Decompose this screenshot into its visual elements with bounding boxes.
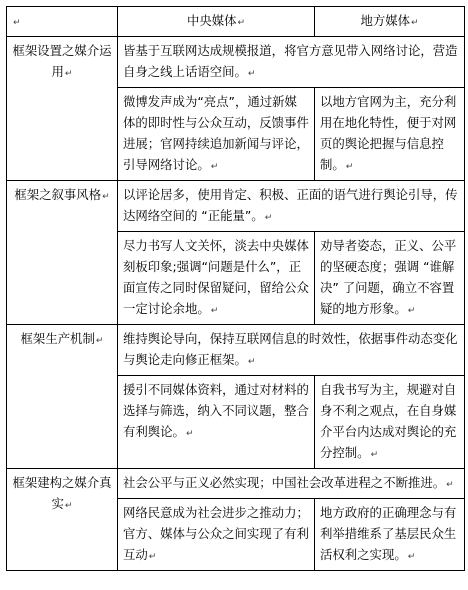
shared-cell: 维持舆论导向，保持互联网信息的时效性，依据事件动态变化与舆论走向修正框架。↵	[118, 325, 465, 376]
paragraph-mark: ↵	[370, 450, 379, 460]
table-row	[7, 37, 465, 88]
paragraph-mark: ↵	[64, 501, 73, 511]
shared-cell: 社会公平与正义必然实现；中国社会改革进程之不断推进。↵	[118, 469, 465, 499]
paragraph-mark: ↵	[247, 357, 256, 367]
paragraph-mark: ↵	[210, 306, 219, 316]
header-local-media: 地方媒体↵	[315, 7, 465, 37]
paragraph-mark: ↵	[148, 552, 157, 562]
local-media-cell: 自我书写为主，规避对自身不利之观点，在自身媒介平台内达成对舆论的充分控制。↵	[315, 376, 465, 469]
paragraph-mark: ↵	[64, 69, 73, 79]
shared-cell: 以评论居多，使用肯定、积极、正面的语气进行舆论引导，传达网络空间的 “正能量”。↵	[118, 181, 465, 232]
central-media-cell: 尽力书写人文关怀，淡去中央媒体刻板印象;强调“问题是什么”，正面宣传之同时保留疑问，留给公众一定讨论余地。↵	[118, 232, 315, 325]
paragraph-mark: ↵	[95, 336, 104, 346]
row-label: 框架之叙事风格↵	[7, 181, 118, 325]
paragraph-mark: ↵	[407, 306, 416, 316]
paragraph-mark: ↵	[237, 18, 246, 28]
local-media-cell: 劝导者姿态，正义、公平的坚硬态度；强调 “谁解决” 了问题，确立不容置疑的地方形象。↵	[315, 232, 465, 325]
header-corner-cell	[7, 7, 118, 37]
paragraph-mark: ↵	[185, 429, 194, 439]
central-media-cell: 援引不同媒体资料，通过对材料的选择与筛选，纳入不同议题，整合有利舆论。↵	[118, 376, 315, 469]
paragraph-mark: ↵	[411, 18, 419, 28]
table-header-row	[7, 7, 465, 37]
table-row	[7, 469, 465, 499]
paragraph-mark: ↵	[247, 69, 256, 79]
local-media-cell: 地方政府的正确理念与有利举措维系了基层民众生活权利之实现。↵	[315, 499, 465, 571]
comparison-table	[6, 6, 465, 571]
row-label: 框架生产机制↵	[7, 325, 118, 469]
central-media-cell: 网络民意成为社会进步之推动力；官方、媒体与公众之间实现了有利互动↵	[118, 499, 315, 571]
row-label: 框架建构之媒介真实↵	[7, 469, 118, 571]
paragraph-mark: ↵	[102, 192, 110, 202]
header-central-media: 中央媒体↵	[118, 7, 315, 37]
paragraph-mark: ↵	[345, 162, 354, 172]
paragraph-mark: ↵	[13, 18, 21, 28]
paragraph-mark: ↵	[407, 552, 416, 562]
paragraph-mark: ↵	[446, 480, 454, 490]
local-media-cell: 以地方官网为主，充分利用在地化特性，便于对网页的舆论把握与信息控制。↵	[315, 88, 465, 181]
shared-cell: 皆基于互联网达成规模报道，将官方意见带入网络讨论，营造自身之线上话语空间。↵	[118, 37, 465, 88]
table-row	[7, 181, 465, 232]
central-media-cell: 微博发声成为“亮点”，通过新媒体的即时性与公众互动，反馈事件进展；官网持续追加新闻与评论，引导网络讨论。↵	[118, 88, 315, 181]
row-label: 框架设置之媒介运用↵	[7, 37, 118, 181]
table-row	[7, 325, 465, 376]
paragraph-mark: ↵	[264, 213, 273, 223]
paragraph-mark: ↵	[210, 162, 219, 172]
